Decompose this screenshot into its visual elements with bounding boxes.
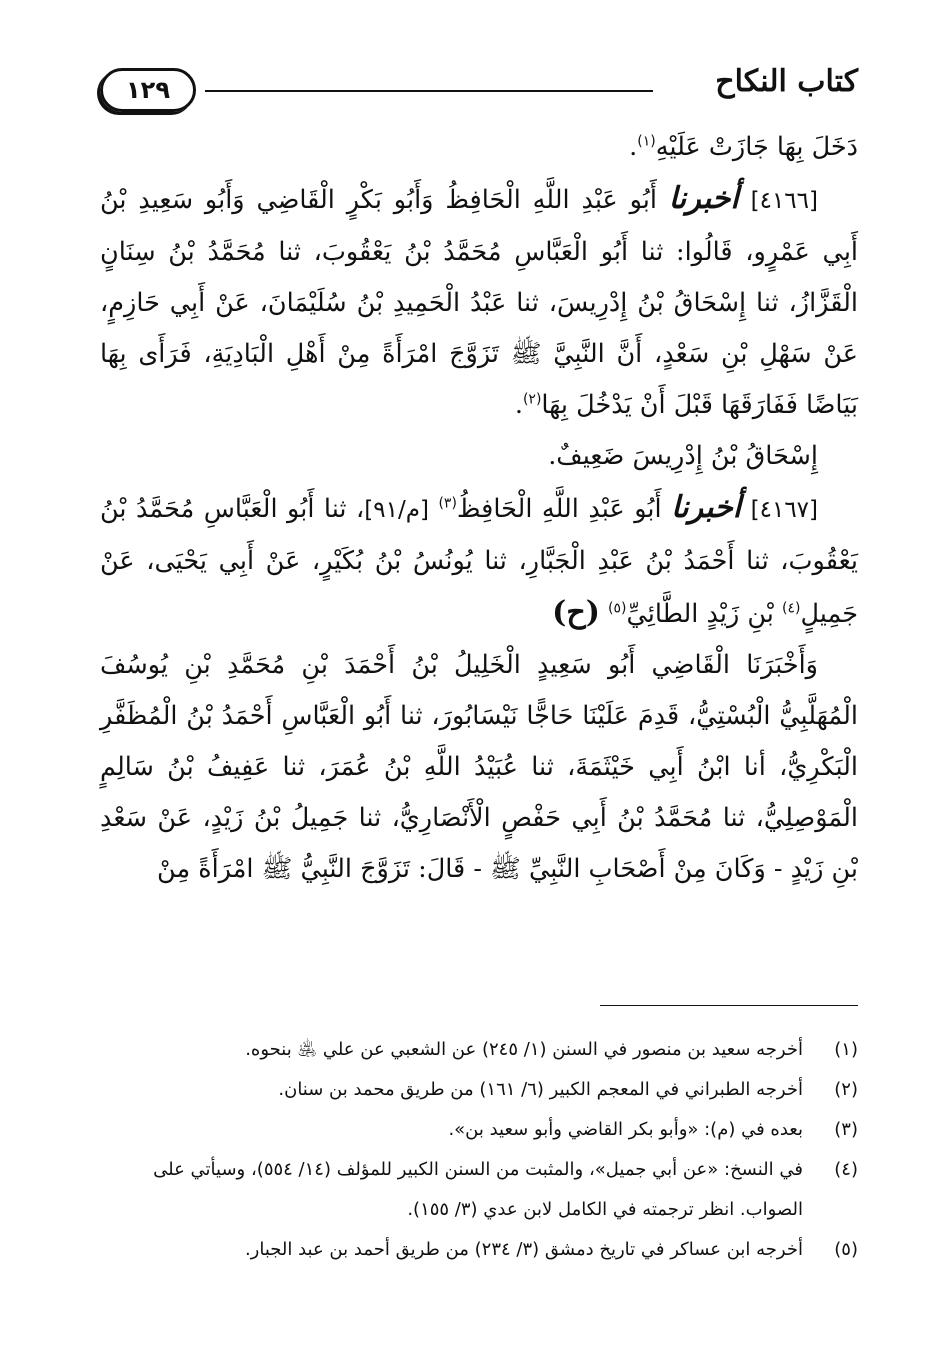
footnote-text: أخرجه الطبراني في المعجم الكبير (٦/ ١٦١) من طريق محمد بن سنان.	[278, 1079, 803, 1100]
akhbarana-heading: أخبرنا	[668, 181, 739, 216]
main-text	[100, 122, 858, 895]
footnote-ref-2: (٢)	[522, 391, 542, 408]
footnote-number: (٢)	[834, 1079, 858, 1100]
footnote-text: بعده في (م): «وأبو بكر القاضي وأبو سعيد بن».	[448, 1119, 803, 1140]
footnote-number: (٤)	[834, 1159, 858, 1180]
hadith-text-c: بْنِ زَيْدٍ الطَّائِيِّ	[626, 599, 774, 629]
running-header	[100, 60, 858, 120]
hadith-4166	[100, 173, 858, 431]
tahwil-symbol: (ح)	[552, 595, 600, 630]
book-title: كتاب النكاح	[715, 64, 858, 99]
page-number: ١٢٩	[100, 68, 196, 112]
footnote-3	[100, 1110, 858, 1150]
footnote-number: (٥)	[834, 1239, 858, 1260]
hadith-number: [٤١٦٧]	[750, 497, 819, 523]
hadith-text-b: ، ثنا أَبُو الْعَبَّاسِ مُحَمَّدُ بْنُ يَعْقُوبَ، ثنا أَحْمَدُ بْنُ عَبْدِ الْجَبَّارِ، ثنا يُونُسُ بْنُ بُكَيْرٍ، عَنْ أَبِي يَحْيَى، عَنْ جَمِيلٍ	[100, 494, 858, 629]
footnote-ref-4: (٤)	[782, 600, 801, 617]
hadith-number: [٤١٦٦]	[750, 188, 818, 214]
hadith-text: أَبُو عَبْدِ اللَّهِ الْحَافِظُ وَأَبُو بَكْرٍ الْقَاضِي وَأَبُو سَعِيدِ بْنُ أَبِي عَمْرٍو، قَالُوا: ثنا أَبُو الْعَبَّاسِ مُحَمَّدُ بْنُ يَعْقُوبَ، ثنا مُحَمَّدُ بْنُ سِنَانٍ الْقَزَّازُ، ثنا إِسْحَاقُ بْنُ إِدْرِيسَ، ثنا عَبْدُ الْحَمِيدِ بْنُ سُلَيْمَانَ، عَنْ أَبِي حَازِمٍ، عَنْ سَهْلِ بْنِ سَعْدٍ، أَنَّ النَّبِيَّ ﷺ تَزَوَّجَ امْرَأَةً مِنْ أَهْلِ الْبَادِيَةِ، فَرَأَى بِهَا بَيَاضًا فَفَارَقَهَا قَبْلَ أَنْ يَدْخُلَ بِهَا	[100, 185, 858, 420]
footnotes	[100, 1030, 858, 1270]
footnote-text: أخرجه ابن عساكر في تاريخ دمشق (٣/ ٢٣٤) من طريق أحمد بن عبد الجبار.	[244, 1239, 803, 1260]
carryover-end: .	[629, 132, 638, 162]
hadith-4167	[100, 482, 858, 640]
grading-note: إِسْحَاقُ بْنُ إِدْرِيسَ ضَعِيفٌ.	[548, 441, 818, 471]
footnote-number: (٣)	[834, 1119, 858, 1140]
akhbarana-heading: أخبرنا	[671, 490, 742, 525]
carryover-paragraph	[100, 122, 858, 173]
footnote-number: (١)	[834, 1039, 858, 1060]
carryover-text: دَخَلَ بِهَا جَازَتْ عَلَيْهِ	[655, 132, 858, 162]
header-rule	[205, 90, 653, 92]
footnote-ref-3: (٣)	[438, 495, 457, 512]
manuscript-folio-mark: [م/٩١]	[364, 497, 429, 523]
footnote-ref-1: (١)	[637, 133, 656, 150]
hadith-4167-continuation: وَأَخْبَرَنَا الْقَاضِي أَبُو سَعِيدٍ الْخَلِيلُ بْنُ أَحْمَدَ بْنِ مُحَمَّدِ بْنِ يُوسُفَ الْمُهَلَّبِيُّ الْبُسْتِيُّ، قَدِمَ عَلَيْنَا حَاجًّا نَيْسَابُورَ، ثنا أَبُو الْعَبَّاسِ أَحْمَدُ بْنُ الْمُظَفَّرِ الْبَكْرِيُّ، أنا ابْنُ أَبِي خَيْثَمَةَ، ثنا عُبَيْدُ اللَّهِ بْنُ عُمَرَ، ثنا عَفِيفُ بْنُ سَالِمٍ الْمَوْصِلِيُّ، ثنا مُحَمَّدُ بْنُ أَبِي حَفْصٍ الْأَنْصَارِيُّ، ثنا جَمِيلُ بْنُ زَيْدٍ، عَنْ سَعْدِ بْنِ زَيْدٍ - وَكَانَ مِنْ أَصْحَابِ النَّبِيِّ ﷺ - قَالَ: تَزَوَّجَ النَّبِيُّ ﷺ امْرَأَةً مِنْ	[100, 650, 858, 884]
footnote-text: في النسخ: «عن أبي جميل»، والمثبت من السنن الكبير للمؤلف (١٤/ ٥٥٤)، وسيأتي على الصواب. انظر ترجمته في الكامل لابن عدي (٣/ ١٥٥).	[153, 1159, 803, 1220]
footnote-4	[100, 1150, 858, 1230]
hadith-text-a: أَبُو عَبْدِ اللَّهِ الْحَافِظُ	[456, 494, 662, 524]
footnote-5	[100, 1230, 858, 1270]
hadith-end: .	[514, 390, 523, 420]
footnote-2	[100, 1070, 858, 1110]
footnote-text: أخرجه سعيد بن منصور في السنن (١/ ٢٤٥) عن الشعبي عن علي ﵁ بنحوه.	[245, 1039, 803, 1060]
footnote-separator	[600, 1005, 858, 1006]
footnote-1	[100, 1030, 858, 1070]
footnote-ref-5: (٥)	[608, 600, 627, 617]
